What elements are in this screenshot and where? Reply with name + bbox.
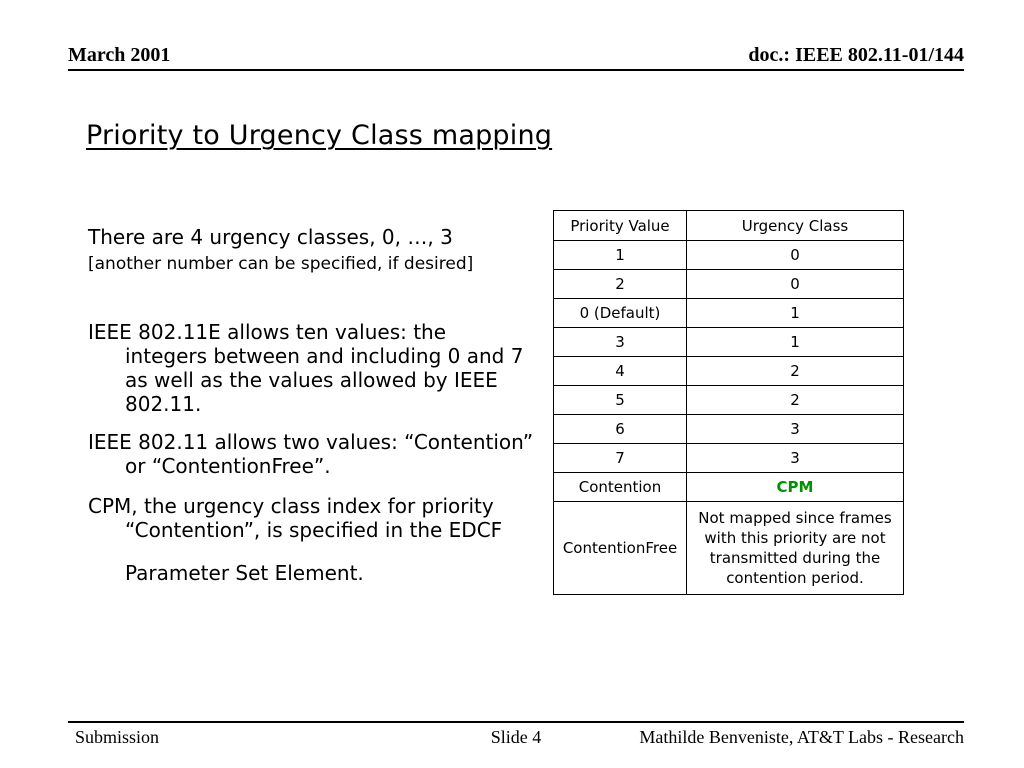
body-line: or “ContentionFree”. bbox=[125, 454, 331, 478]
body-line: as well as the values allowed by IEEE bbox=[125, 368, 498, 392]
paragraph-ieee-80211e bbox=[88, 320, 543, 416]
header-doc-number: doc.: IEEE 802.11-01/144 bbox=[748, 44, 964, 66]
table-row bbox=[554, 386, 904, 415]
priority-cell: 0 (Default) bbox=[554, 299, 687, 328]
paragraph-ieee-80211 bbox=[88, 430, 543, 478]
body-line: IEEE 802.11E allows ten values: the bbox=[88, 320, 447, 344]
table-row bbox=[554, 299, 904, 328]
table-row bbox=[554, 270, 904, 299]
footer-submission: Submission bbox=[75, 727, 160, 747]
body-line: Parameter Set Element. bbox=[125, 561, 364, 585]
urgency-cell: 0 bbox=[687, 241, 904, 270]
priority-cell: 4 bbox=[554, 357, 687, 386]
footer-author: Mathilde Benveniste, AT&T Labs - Research bbox=[639, 727, 964, 747]
table-header-row bbox=[554, 211, 904, 241]
table-row bbox=[554, 241, 904, 270]
priority-cell: 1 bbox=[554, 241, 687, 270]
slide-footer bbox=[68, 721, 964, 748]
body-line: [another number can be specified, if desired] bbox=[88, 254, 474, 274]
table-row bbox=[554, 415, 904, 444]
urgency-cell: 0 bbox=[687, 270, 904, 299]
header-date: March 2001 bbox=[68, 44, 171, 66]
urgency-cell-note: Not mapped since frames with this priority are not transmitted during the contention period. bbox=[687, 502, 904, 595]
page-title: Priority to Urgency Class mapping bbox=[86, 120, 553, 151]
body-text-block bbox=[88, 222, 543, 585]
table-row bbox=[554, 444, 904, 473]
body-line: CPM, the urgency class index for priority bbox=[88, 494, 494, 518]
priority-mapping-table bbox=[553, 210, 904, 595]
urgency-cell: 3 bbox=[687, 444, 904, 473]
column-header-priority-value: Priority Value bbox=[554, 211, 687, 241]
priority-cell: 5 bbox=[554, 386, 687, 415]
urgency-cell: 1 bbox=[687, 328, 904, 357]
urgency-cell-cpm: CPM bbox=[687, 473, 904, 502]
paragraph-urgency-classes bbox=[88, 222, 543, 276]
body-line: 802.11. bbox=[125, 392, 202, 416]
body-line: integers between and including 0 and 7 bbox=[125, 344, 524, 368]
body-line: “Contention”, is specified in the EDCF bbox=[125, 518, 503, 542]
slide-header bbox=[68, 44, 964, 71]
table-row-contention bbox=[554, 473, 904, 502]
body-line: There are 4 urgency classes, 0, …, 3 bbox=[88, 225, 453, 249]
table-row bbox=[554, 328, 904, 357]
table-row bbox=[554, 357, 904, 386]
priority-cell: 7 bbox=[554, 444, 687, 473]
urgency-cell: 3 bbox=[687, 415, 904, 444]
table-row-contention-free bbox=[554, 502, 904, 595]
body-line: IEEE 802.11 allows two values: “Contention” bbox=[88, 430, 534, 454]
priority-cell: 2 bbox=[554, 270, 687, 299]
footer-slide-number: Slide 4 bbox=[490, 727, 542, 747]
column-header-urgency-class: Urgency Class bbox=[687, 211, 904, 241]
urgency-cell: 2 bbox=[687, 386, 904, 415]
priority-cell: 6 bbox=[554, 415, 687, 444]
paragraph-cpm bbox=[88, 494, 543, 585]
priority-cell: 3 bbox=[554, 328, 687, 357]
priority-cell: ContentionFree bbox=[554, 502, 687, 595]
urgency-cell: 2 bbox=[687, 357, 904, 386]
priority-cell: Contention bbox=[554, 473, 687, 502]
urgency-cell: 1 bbox=[687, 299, 904, 328]
